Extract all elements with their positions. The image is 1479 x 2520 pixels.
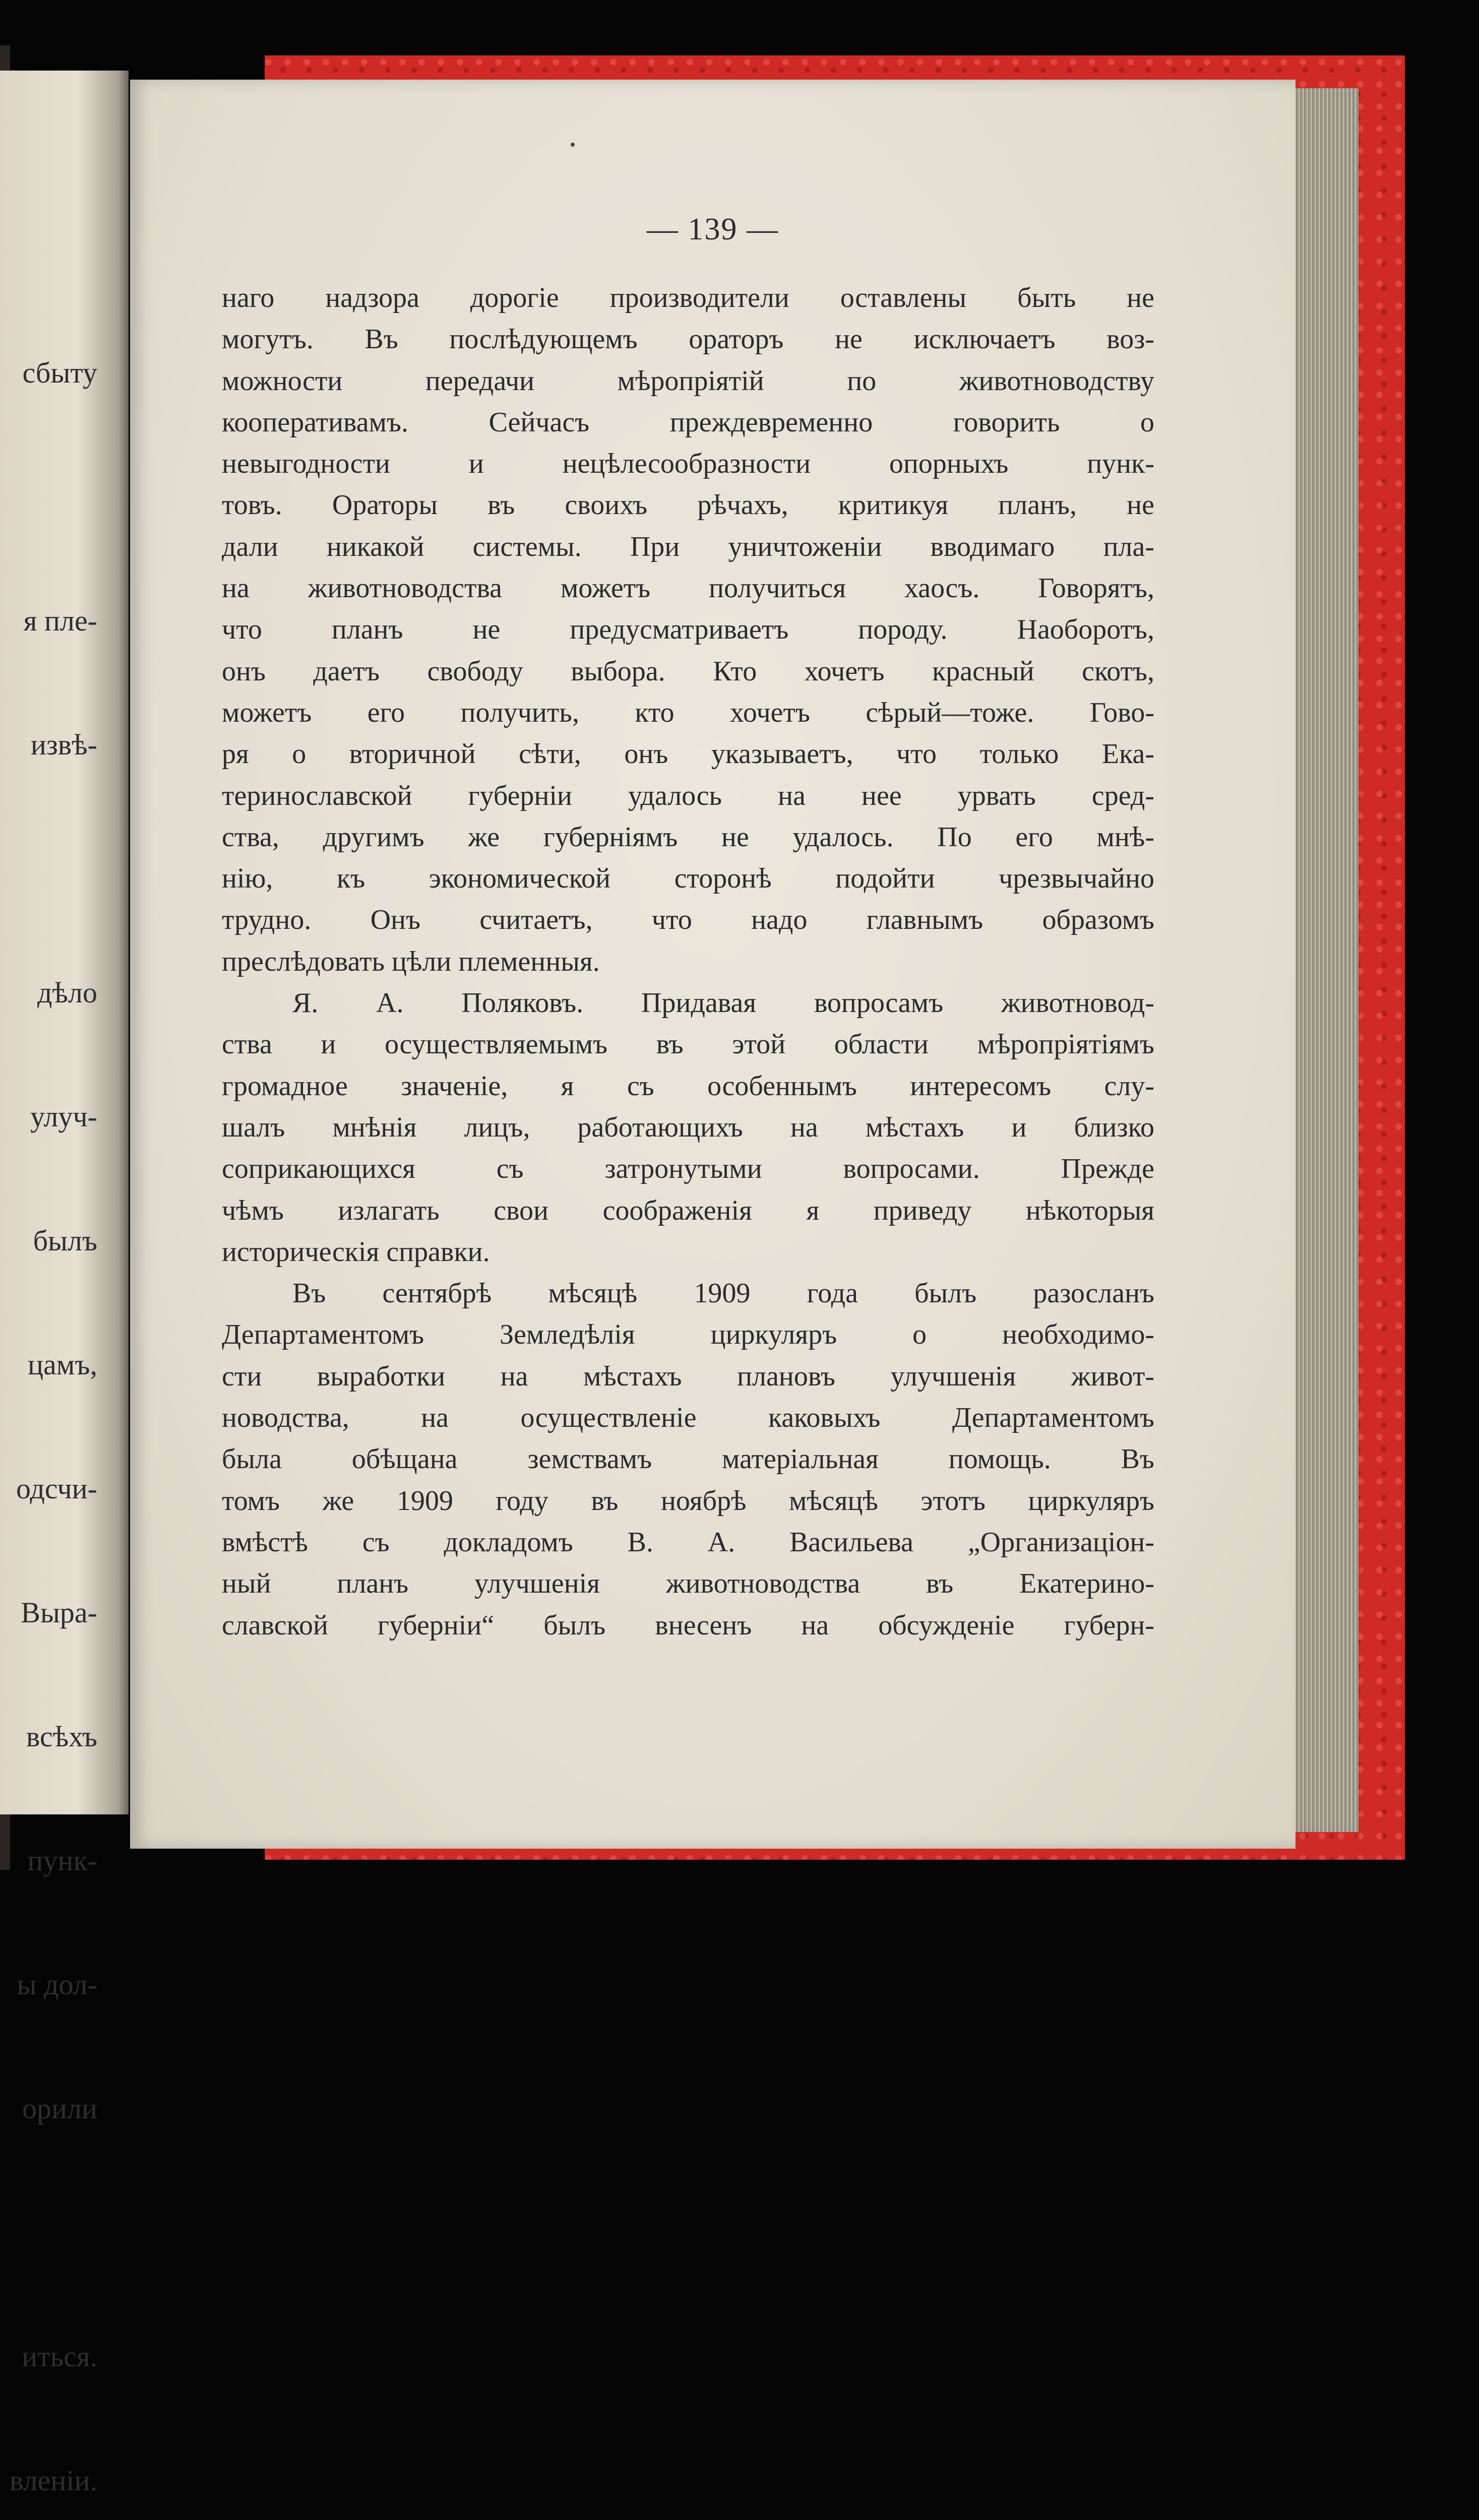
body-text bbox=[222, 277, 1154, 1646]
facing-line: я пле- bbox=[23, 604, 97, 637]
facing-line: сбыту bbox=[22, 356, 97, 389]
text-line: громадное значеніе, я съ особеннымъ интересомъ слу- bbox=[222, 1070, 1154, 1102]
text-line: трудно. Онъ считаетъ, что надо главнымъ образомъ bbox=[222, 904, 1154, 936]
facing-page bbox=[0, 71, 129, 2497]
facing-line: пунк- bbox=[27, 1844, 97, 1877]
text-line: чѣмъ излагать свои соображенія я приведу нѣкоторыя bbox=[222, 1194, 1154, 1226]
text-line: кооперативамъ. Сейчасъ преждевременно говорить о bbox=[222, 406, 1154, 438]
text-line: невыгодности и нецѣлесообразности опорныхъ пунк- bbox=[222, 448, 1154, 480]
page-number: — 139 — bbox=[647, 212, 779, 246]
text-line: ства и осуществляемымъ въ этой области мѣропріятіямъ bbox=[222, 1029, 1154, 1060]
facing-line bbox=[10, 848, 97, 890]
text-line: дали никакой системы. При уничтоженіи вводимаго пла- bbox=[222, 531, 1154, 562]
facing-line bbox=[10, 476, 97, 518]
main-page bbox=[130, 80, 1296, 1849]
facing-page-text bbox=[10, 270, 97, 2520]
text-line: Я. А. Поляковъ. Придавая вопросамъ животновод- bbox=[292, 987, 1154, 1019]
text-line: на животноводства можетъ получиться хаосъ. Говорятъ, bbox=[222, 573, 1154, 604]
text-line: наго надзора дорогіе производители оставлены быть не bbox=[222, 282, 1154, 313]
facing-line: цамъ, bbox=[28, 1348, 97, 1381]
text-line: ря о вторичной сѣти, онъ указываетъ, что только Ека- bbox=[222, 738, 1154, 770]
text-line: ства, другимъ же губерніямъ не удалось. По его мнѣ- bbox=[222, 821, 1154, 853]
text-line: славской губерніи“ былъ внесенъ на обсужденіе губерн- bbox=[222, 1609, 1154, 1641]
text-line: товъ. Ораторы въ своихъ рѣчахъ, критикуя планъ, не bbox=[222, 489, 1154, 521]
facing-line: орили bbox=[22, 2092, 97, 2125]
facing-line: одсчи- bbox=[16, 1472, 97, 1505]
text-line: нію, къ экономической сторонѣ подойти чрезвычайно bbox=[222, 863, 1154, 895]
text-line: шалъ мнѣнія лицъ, работающихъ на мѣстахъ и близко bbox=[222, 1111, 1154, 1143]
text-line: вмѣстѣ съ докладомъ В. А. Васильева „Организаціон- bbox=[222, 1526, 1154, 1558]
text-line: Въ сентябрѣ мѣсяцѣ 1909 года былъ разосланъ bbox=[292, 1278, 1154, 1309]
text-line: онъ даетъ свободу выбора. Кто хочетъ красный скотъ, bbox=[222, 655, 1154, 687]
text-line: преслѣдовать цѣли племенныя. bbox=[222, 946, 600, 977]
text-line: томъ же 1909 году въ ноябрѣ мѣсяцѣ этотъ циркуляръ bbox=[222, 1485, 1154, 1517]
facing-line: былъ bbox=[33, 1224, 97, 1257]
page-fore-edge bbox=[1293, 88, 1359, 1832]
facing-line: иться. bbox=[22, 2340, 97, 2373]
facing-line: Выра- bbox=[21, 1596, 97, 1629]
text-line: могутъ. Въ послѣдующемъ ораторъ не исключаетъ воз- bbox=[222, 324, 1154, 355]
text-line: что планъ не предусматриваетъ породу. Наоборотъ, bbox=[222, 614, 1154, 646]
ink-speck bbox=[571, 143, 575, 147]
facing-line: извѣ- bbox=[30, 728, 97, 761]
text-line: новодства, на осуществленіе каковыхъ Департаментомъ bbox=[222, 1402, 1154, 1434]
text-line: историческія справки. bbox=[222, 1236, 490, 1268]
text-line: соприкающихся съ затронутыми вопросами. Прежде bbox=[222, 1153, 1154, 1185]
facing-line: всѣхъ bbox=[26, 1720, 97, 1753]
facing-line: дѣло bbox=[37, 976, 97, 1009]
text-line: была обѣщана земствамъ матеріальная помощь. Въ bbox=[222, 1443, 1154, 1475]
text-line: сти выработки на мѣстахъ плановъ улучшенія живот- bbox=[222, 1360, 1154, 1392]
facing-line: вленіи. bbox=[10, 2464, 97, 2497]
text-line: можности передачи мѣропріятій по животноводству bbox=[222, 365, 1154, 397]
text-line: можетъ его получить, кто хочетъ сѣрый—тоже. Гово- bbox=[222, 697, 1154, 728]
text-line: Департаментомъ Земледѣлія циркуляръ о необходимо- bbox=[222, 1319, 1154, 1351]
facing-line bbox=[10, 2212, 97, 2253]
facing-line: ы дол- bbox=[17, 1968, 97, 2001]
text-line: теринославской губерніи удалось на нее урвать сред- bbox=[222, 780, 1154, 811]
facing-line: улуч- bbox=[30, 1100, 97, 1133]
text-line: ный планъ улучшенія животноводства въ Екатерино- bbox=[222, 1568, 1154, 1600]
